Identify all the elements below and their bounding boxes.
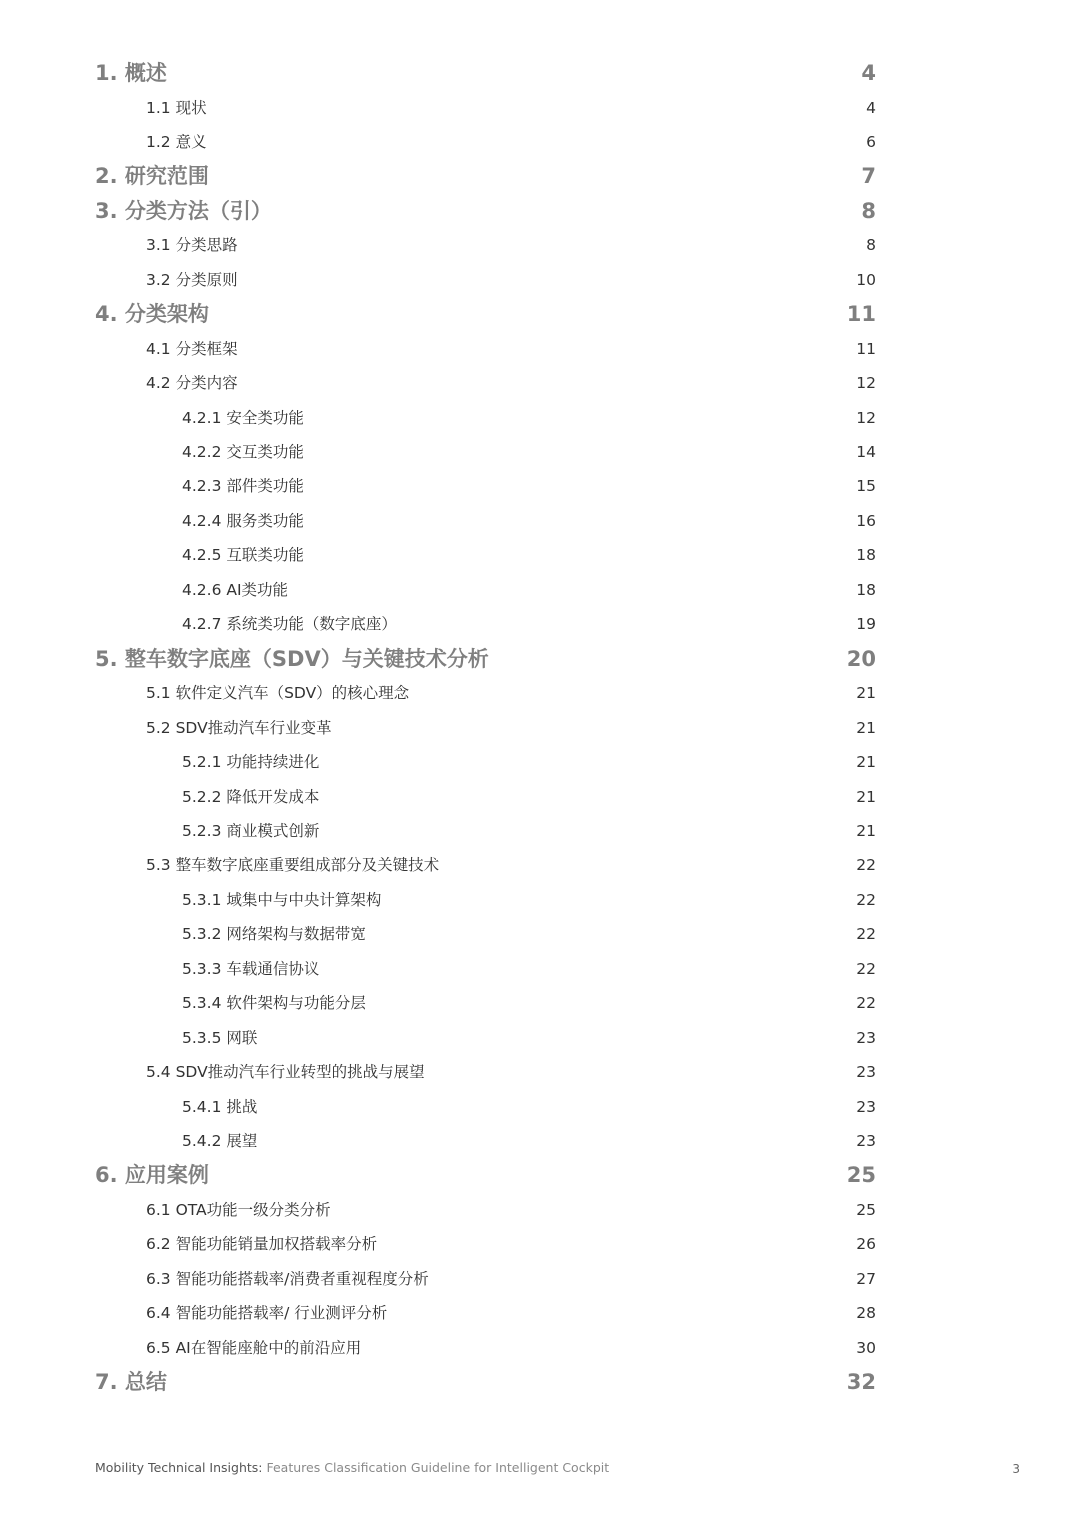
toc-entry-page: 12: [856, 374, 876, 393]
toc-entry-page: 8: [866, 236, 876, 255]
toc-entry-level-2[interactable]: [0, 125, 1080, 159]
toc-entry-title: 5.3 整车数字底座重要组成部分及关键技术: [146, 856, 440, 875]
toc-entry-page: 14: [856, 443, 876, 461]
toc-entry-level-1[interactable]: [0, 159, 1080, 193]
toc-entry-level-2[interactable]: [0, 1227, 1080, 1261]
toc-entry-page: 21: [856, 753, 876, 771]
toc-entry-page: 23: [856, 1063, 876, 1082]
toc-entry-page: 19: [856, 615, 876, 634]
toc-entry-title: 5.3.3 车载通信协议: [182, 959, 320, 978]
toc-entry-level-3[interactable]: [0, 607, 1080, 641]
toc-entry-title: 5.3.1 域集中与中央计算架构: [182, 890, 382, 909]
toc-entry-level-3[interactable]: [0, 573, 1080, 607]
toc-entry-level-3[interactable]: [0, 986, 1080, 1020]
toc-entry-level-2[interactable]: [0, 91, 1080, 125]
toc-entry-page: 21: [856, 821, 876, 840]
toc-entry-title: 6. 应用案例: [95, 1163, 209, 1188]
toc-entry-title: 4.2.2 交互类功能: [182, 443, 304, 461]
toc-entry-level-3[interactable]: [0, 780, 1080, 814]
toc-entry-page: 21: [856, 787, 876, 806]
toc-entry-level-3[interactable]: [0, 917, 1080, 951]
toc-entry-level-3[interactable]: [0, 538, 1080, 572]
toc-entry-title: 2. 研究范围: [95, 164, 209, 189]
toc-entry-page: 32: [846, 1370, 876, 1395]
toc-entry-page: 20: [846, 646, 876, 671]
toc-entry-title: 7. 总结: [95, 1370, 167, 1395]
toc-entry-page: 22: [856, 925, 876, 944]
toc-entry-title: 6.3 智能功能搭载率/消费者重视程度分析: [146, 1269, 429, 1288]
toc-entry-title: 5.4.2 展望: [182, 1132, 258, 1150]
footer-page-number: 3: [1012, 1462, 1020, 1476]
toc-entry-title: 1.2 意义: [146, 132, 207, 151]
toc-entry-page: 15: [856, 477, 876, 496]
toc-entry-title: 6.2 智能功能销量加权搭载率分析: [146, 1235, 378, 1254]
toc-entry-level-3[interactable]: [0, 745, 1080, 779]
toc-entry-page: 25: [856, 1200, 876, 1219]
toc-entry-page: 22: [856, 959, 876, 978]
toc-entry-level-3[interactable]: [0, 952, 1080, 986]
toc-entry-page: 10: [856, 270, 876, 289]
toc-entry-page: 22: [856, 890, 876, 909]
toc-entry-level-1[interactable]: [0, 297, 1080, 331]
toc-entry-level-3[interactable]: [0, 1090, 1080, 1124]
toc-entry-title: 3.2 分类原则: [146, 270, 238, 289]
toc-entry-title: 4.2.6 AI类功能: [182, 580, 289, 599]
toc-entry-level-2[interactable]: [0, 1193, 1080, 1227]
toc-entry-page: 26: [856, 1235, 876, 1254]
toc-entry-page: 6: [866, 132, 876, 151]
toc-entry-level-3[interactable]: [0, 1124, 1080, 1158]
toc-entry-level-2[interactable]: [0, 676, 1080, 710]
toc-entry-page: 11: [846, 302, 876, 327]
toc-entry-level-2[interactable]: [0, 366, 1080, 400]
toc-entry-title: 4.1 分类框架: [146, 339, 238, 358]
toc-entry-title: 5.3.5 网联: [182, 1028, 258, 1047]
toc-entry-title: 4.2.5 互联类功能: [182, 546, 304, 565]
toc-entry-title: 5. 整车数字底座（SDV）与关键技术分析: [95, 646, 489, 671]
toc-entry-level-2[interactable]: [0, 848, 1080, 882]
toc-entry-page: 30: [856, 1338, 876, 1357]
toc-entry-page: 21: [856, 684, 876, 703]
toc-entry-page: 25: [846, 1163, 876, 1188]
toc-entry-level-3[interactable]: [0, 814, 1080, 848]
toc-entry-title: 6.4 智能功能搭载率/ 行业测评分析: [146, 1304, 388, 1323]
toc-entry-title: 3. 分类方法（引）: [95, 198, 272, 223]
toc-entry-level-3[interactable]: [0, 883, 1080, 917]
page-footer: [95, 1459, 1020, 1477]
toc-entry-title: 5.2.3 商业模式创新: [182, 821, 320, 840]
toc-entry-level-2[interactable]: [0, 1262, 1080, 1296]
toc-entry-page: 21: [856, 718, 876, 737]
toc-entry-title: 5.4.1 挑战: [182, 1097, 258, 1116]
toc-entry-page: 18: [856, 580, 876, 599]
toc-entry-level-2[interactable]: [0, 1331, 1080, 1365]
toc-entry-title: 5.2.2 降低开发成本: [182, 787, 320, 806]
toc-entry-page: 28: [856, 1304, 876, 1323]
toc-entry-title: 1.1 现状: [146, 98, 207, 117]
toc-entry-title: 6.5 AI在智能座舱中的前沿应用: [146, 1338, 362, 1357]
toc-entry-level-1[interactable]: [0, 1158, 1080, 1192]
toc-entry-level-1[interactable]: [0, 1365, 1080, 1399]
toc-entry-level-2[interactable]: [0, 1055, 1080, 1089]
toc-entry-page: 4: [861, 61, 876, 85]
toc-entry-page: 11: [856, 339, 876, 358]
toc-entry-title: 4. 分类架构: [95, 302, 209, 327]
toc-entry-title: 4.2.4 服务类功能: [182, 511, 304, 530]
toc-entry-page: 7: [861, 164, 876, 189]
toc-entry-level-3[interactable]: [0, 401, 1080, 435]
toc-entry-level-1[interactable]: [0, 194, 1080, 228]
toc-entry-title: 4.2 分类内容: [146, 374, 238, 393]
footer-subtitle: Features Classification Guideline for Intelligent Cockpit: [262, 1460, 610, 1475]
toc-entry-level-2[interactable]: [0, 332, 1080, 366]
toc-entry-level-3[interactable]: [0, 469, 1080, 503]
toc-entry-level-1[interactable]: [0, 642, 1080, 676]
toc-entry-page: 16: [856, 511, 876, 530]
toc-entry-page: 23: [856, 1097, 876, 1116]
footer-brand: Mobility Technical Insights:: [95, 1460, 263, 1475]
toc-entry-level-2[interactable]: [0, 711, 1080, 745]
toc-entry-title: 4.2.3 部件类功能: [182, 477, 304, 496]
toc-entry-level-2[interactable]: [0, 228, 1080, 262]
toc-entry-level-2[interactable]: [0, 263, 1080, 297]
toc-entry-page: 23: [856, 1132, 876, 1150]
toc-entry-title: 3.1 分类思路: [146, 236, 238, 255]
toc-entry-title: 4.2.1 安全类功能: [182, 408, 304, 427]
toc-entry-page: 4: [866, 98, 876, 117]
toc-entry-title: 5.2 SDV推动汽车行业变革: [146, 718, 332, 737]
toc-entry-level-3[interactable]: [0, 504, 1080, 538]
toc-entry-page: 23: [856, 1028, 876, 1047]
toc-entry-page: 18: [856, 546, 876, 565]
toc-entry-page: 22: [856, 856, 876, 875]
toc-entry-page: 8: [861, 198, 876, 223]
toc-entry-title: 4.2.7 系统类功能（数字底座）: [182, 615, 397, 634]
toc-entry-level-1[interactable]: [0, 56, 1080, 90]
toc-entry-title: 5.3.2 网络架构与数据带宽: [182, 925, 366, 944]
toc-entry-title: 5.3.4 软件架构与功能分层: [182, 994, 366, 1013]
toc-entry-title: 5.2.1 功能持续进化: [182, 753, 320, 771]
toc-entry-title: 1. 概述: [95, 61, 167, 85]
toc-entry-level-3[interactable]: [0, 1021, 1080, 1055]
toc-entry-page: 12: [856, 408, 876, 427]
toc-entry-level-2[interactable]: [0, 1296, 1080, 1330]
toc-entry-title: 6.1 OTA功能一级分类分析: [146, 1200, 331, 1219]
toc-entry-level-3[interactable]: [0, 435, 1080, 469]
toc-entry-title: 5.1 软件定义汽车（SDV）的核心理念: [146, 684, 410, 703]
toc-entry-title: 5.4 SDV推动汽车行业转型的挑战与展望: [146, 1063, 425, 1082]
toc-entry-page: 27: [856, 1269, 876, 1288]
toc-entry-page: 22: [856, 994, 876, 1013]
